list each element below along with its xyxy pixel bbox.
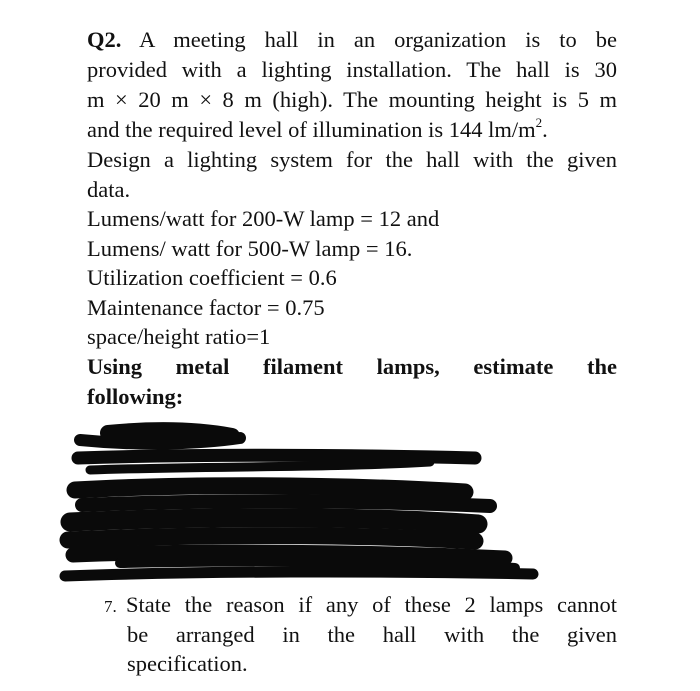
scribble-stroke <box>82 501 490 506</box>
question-line-3: m × 20 m × 8 m (high). The mounting height is 5 m <box>87 87 617 112</box>
item-7-line-2: be arranged in the hall with the given <box>127 622 617 647</box>
scribble-stroke <box>90 462 430 470</box>
scribble-stroke <box>75 486 465 492</box>
scribble-stroke <box>80 438 240 444</box>
given-maintenance: Maintenance factor = 0.75 <box>87 295 325 320</box>
superscript: 2 <box>535 114 543 130</box>
question-line-5: Design a lighting system for the hall with the given <box>87 147 617 172</box>
question-line-4: and the required level of illumination is 144 $lm/m^2$. <box>87 114 548 142</box>
scribble-stroke <box>78 455 475 458</box>
item-number: 7. <box>104 597 117 616</box>
item-7-line-1: 7. State the reason if any of these 2 lamps cannot <box>104 590 617 622</box>
instruction-line-1: Using metal filament lamps, estimate the <box>87 354 617 379</box>
item-7-line-3: specification. <box>127 651 248 676</box>
given-lumens-200w: Lumens/watt for 200-W lamp = 12 and <box>87 206 440 231</box>
given-lumens-500w: Lumens/ watt for 500-W lamp = 16. <box>87 236 413 261</box>
question-line-6: data. <box>87 177 131 202</box>
given-utilization: Utilization coefficient = 0.6 <box>87 265 337 290</box>
question-line-2: provided with a lighting installation. The hall is 30 <box>87 57 617 82</box>
scribble-stroke <box>70 518 478 524</box>
question-number: Q2. <box>87 27 122 52</box>
instruction-line-2: following: <box>87 384 184 409</box>
given-space-height: space/height ratio=1 <box>87 324 271 349</box>
scribble-stroke <box>65 572 533 576</box>
scribble-stroke <box>68 536 475 541</box>
question-line-1: Q2. A meeting hall in an organization is to be <box>87 27 617 52</box>
